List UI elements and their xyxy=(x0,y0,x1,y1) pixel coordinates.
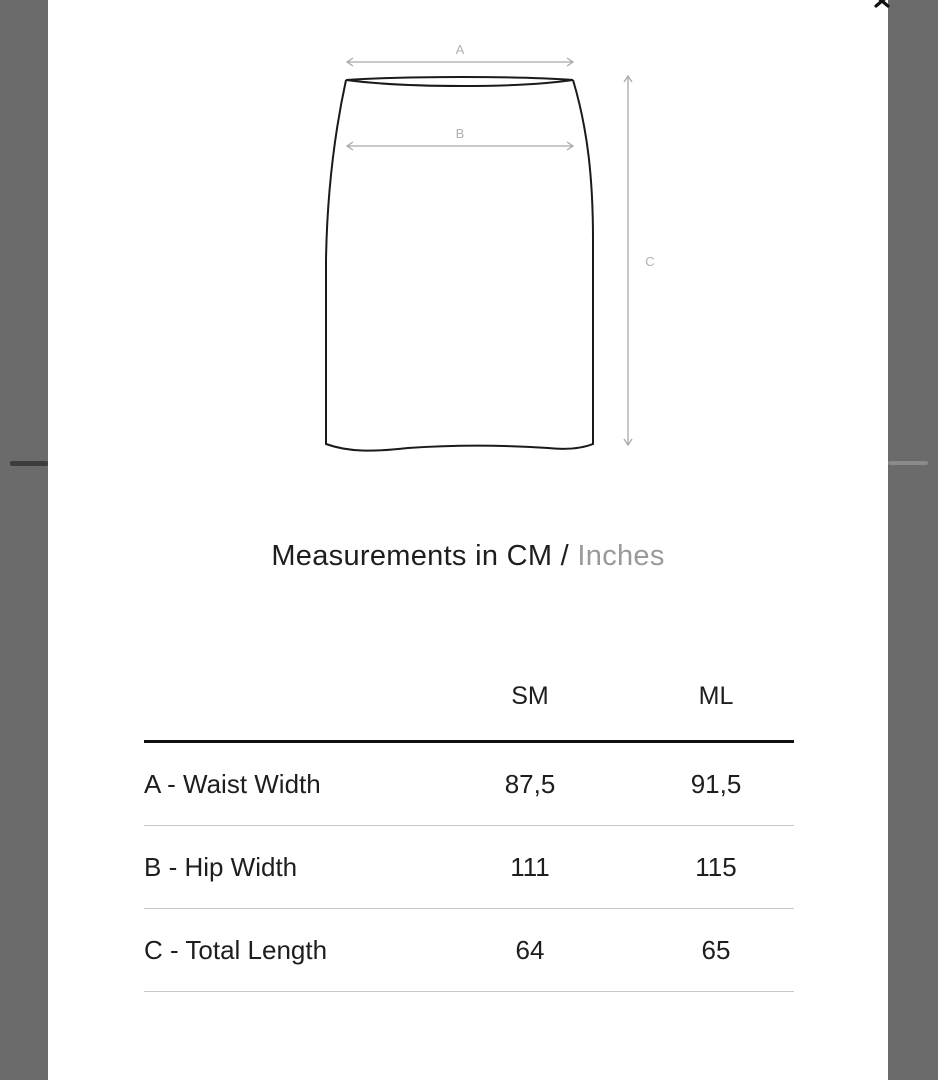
unit-cm-option[interactable]: Measurements in CM xyxy=(271,540,553,572)
table-row xyxy=(144,743,794,826)
unit-toggle xyxy=(48,540,888,573)
row-label: C - Total Length xyxy=(144,935,328,965)
background-divider xyxy=(888,461,928,465)
measure-arrow-a xyxy=(347,58,573,66)
column-header-sm: SM xyxy=(511,682,549,710)
unit-inches-option[interactable]: Inches xyxy=(577,540,665,572)
unit-separator: / xyxy=(552,540,578,572)
column-header-ml: ML xyxy=(698,682,734,710)
cell-sm: 64 xyxy=(515,935,545,965)
row-label: B - Hip Width xyxy=(144,852,298,882)
measure-label-a: A xyxy=(455,42,465,57)
row-label: A - Waist Width xyxy=(144,769,321,799)
measurement-diagram xyxy=(48,0,888,480)
size-table xyxy=(144,670,794,992)
cell-sm: 87,5 xyxy=(504,769,556,799)
measure-arrow-b xyxy=(347,142,573,150)
background-divider xyxy=(10,461,48,466)
cell-ml: 115 xyxy=(695,852,737,882)
cell-ml: 91,5 xyxy=(690,769,742,799)
cell-ml: 65 xyxy=(701,935,731,965)
table-row xyxy=(144,826,794,909)
cell-sm: 111 xyxy=(510,852,550,882)
size-guide-modal xyxy=(48,0,888,1080)
size-table-header xyxy=(144,670,794,743)
measure-label-b: B xyxy=(455,126,465,141)
measure-arrow-c xyxy=(624,76,632,445)
measure-label-c: C xyxy=(645,254,655,269)
table-row xyxy=(144,909,794,992)
